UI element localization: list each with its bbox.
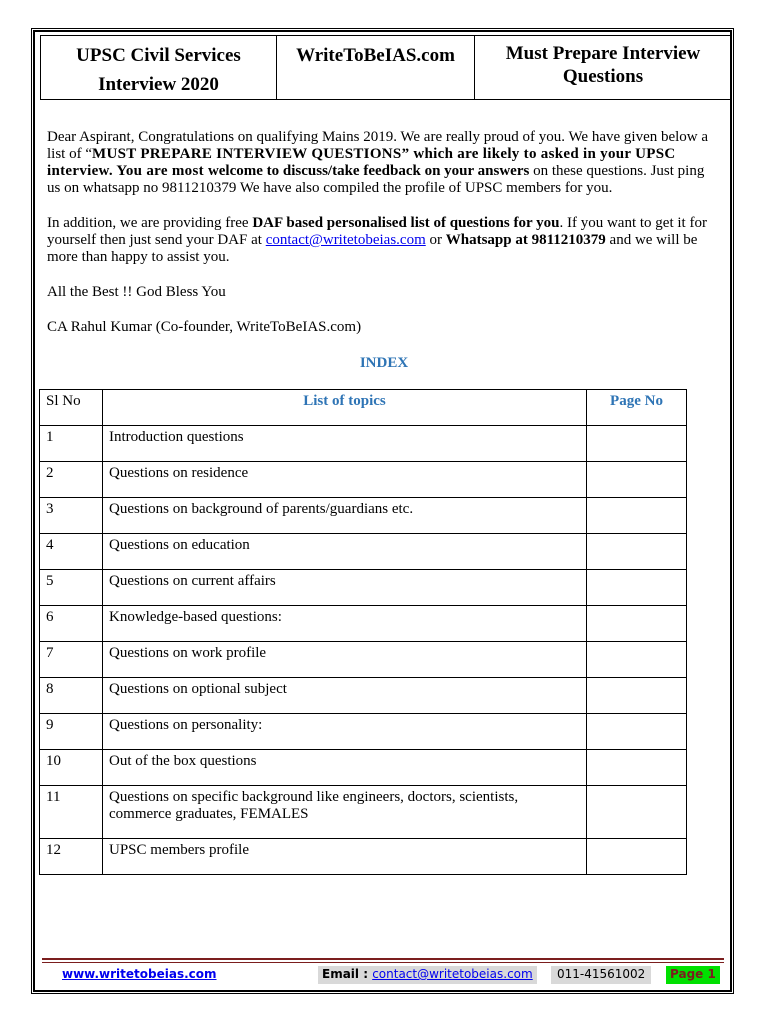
row-page-no: [587, 426, 687, 462]
signature: CA Rahul Kumar (Co-founder, WriteToBeIAS.com): [47, 319, 362, 335]
index-title: INDEX: [359, 355, 409, 371]
row-number: 5: [40, 570, 103, 606]
table-row: [40, 642, 687, 678]
index-table: [39, 389, 687, 875]
row-number: 8: [40, 678, 103, 714]
col-header-page-no: Page No: [587, 390, 687, 426]
row-number: 6: [40, 606, 103, 642]
header-title: UPSC Civil Services Interview 2020: [41, 36, 277, 100]
row-number: 9: [40, 714, 103, 750]
row-page-no: [587, 750, 687, 786]
row-topic: Out of the box questions: [103, 750, 587, 786]
footer-rule: [42, 958, 724, 960]
table-row: [40, 750, 687, 786]
footer-site-link[interactable]: www.writetobeias.com: [62, 967, 217, 981]
row-page-no: [587, 606, 687, 642]
table-row: [40, 498, 687, 534]
header-table: [40, 35, 732, 100]
contact-email-link[interactable]: contact@writetobeias.com: [265, 232, 426, 248]
row-number: 12: [40, 839, 103, 875]
row-topic: Knowledge-based questions:: [103, 606, 587, 642]
row-topic: Questions on background of parents/guardians etc.: [103, 498, 587, 534]
table-row: [40, 714, 687, 750]
header-site: WriteToBeIAS.com: [277, 36, 475, 100]
table-row: [40, 462, 687, 498]
row-number: 4: [40, 534, 103, 570]
table-row: [40, 839, 687, 875]
row-page-no: [587, 570, 687, 606]
footer-rule-thin: [42, 962, 724, 963]
row-page-no: [587, 714, 687, 750]
row-topic: Questions on residence: [103, 462, 587, 498]
row-number: 7: [40, 642, 103, 678]
row-page-no: [587, 534, 687, 570]
row-page-no: [587, 498, 687, 534]
row-topic: Questions on specific background like engineers, doctors, scientists, commerce graduates, FEMALES: [103, 786, 587, 839]
row-topic: Questions on work profile: [103, 642, 587, 678]
row-topic: Questions on current affairs: [103, 570, 587, 606]
table-row: [40, 678, 687, 714]
row-number: 1: [40, 426, 103, 462]
table-row: [40, 534, 687, 570]
row-number: 11: [40, 786, 103, 839]
col-header-sl-no: Sl No: [40, 390, 103, 426]
table-row: [40, 606, 687, 642]
row-number: 3: [40, 498, 103, 534]
row-number: 2: [40, 462, 103, 498]
table-row: [40, 426, 687, 462]
footer-phone: 011-41561002: [551, 966, 651, 984]
row-topic: Questions on personality:: [103, 714, 587, 750]
intro-paragraph-2: In addition, we are providing free DAF based personalised list of questions for you. If you want to get it for yourself then just send your DAF at contact@writetobeias.com or Whatsapp at 9811210379 and we will be more than happy to assist you.: [47, 215, 707, 265]
col-header-topics: List of topics: [103, 390, 587, 426]
row-page-no: [587, 642, 687, 678]
row-topic: Questions on optional subject: [103, 678, 587, 714]
row-topic: Questions on education: [103, 534, 587, 570]
table-row: [40, 570, 687, 606]
intro-letter: [47, 129, 717, 354]
row-page-no: [587, 839, 687, 875]
row-page-no: [587, 462, 687, 498]
footer-email-link[interactable]: contact@writetobeias.com: [372, 967, 533, 981]
row-page-no: [587, 678, 687, 714]
intro-paragraph-1: Dear Aspirant, Congratulations on qualifying Mains 2019. We are really proud of you. We have given below a list of “MUST PREPARE INTERVIEW QUESTIONS” which are likely to asked in your UPSC interview. You are most welcome to discuss/take feedback on your answers on these questions. Just ping us on whatsapp no 9811210379 We have also compiled the profile of UPSC members for you.: [47, 129, 709, 196]
table-row: [40, 786, 687, 839]
header-subtitle: Must Prepare Interview Questions: [475, 36, 732, 100]
row-number: 10: [40, 750, 103, 786]
row-topic: Introduction questions: [103, 426, 587, 462]
page-number: Page 1: [666, 966, 720, 984]
footer-email: Email : contact@writetobeias.com: [318, 966, 537, 984]
row-page-no: [587, 786, 687, 839]
row-topic: UPSC members profile: [103, 839, 587, 875]
intro-paragraph-3: All the Best !! God Bless You: [47, 284, 226, 300]
